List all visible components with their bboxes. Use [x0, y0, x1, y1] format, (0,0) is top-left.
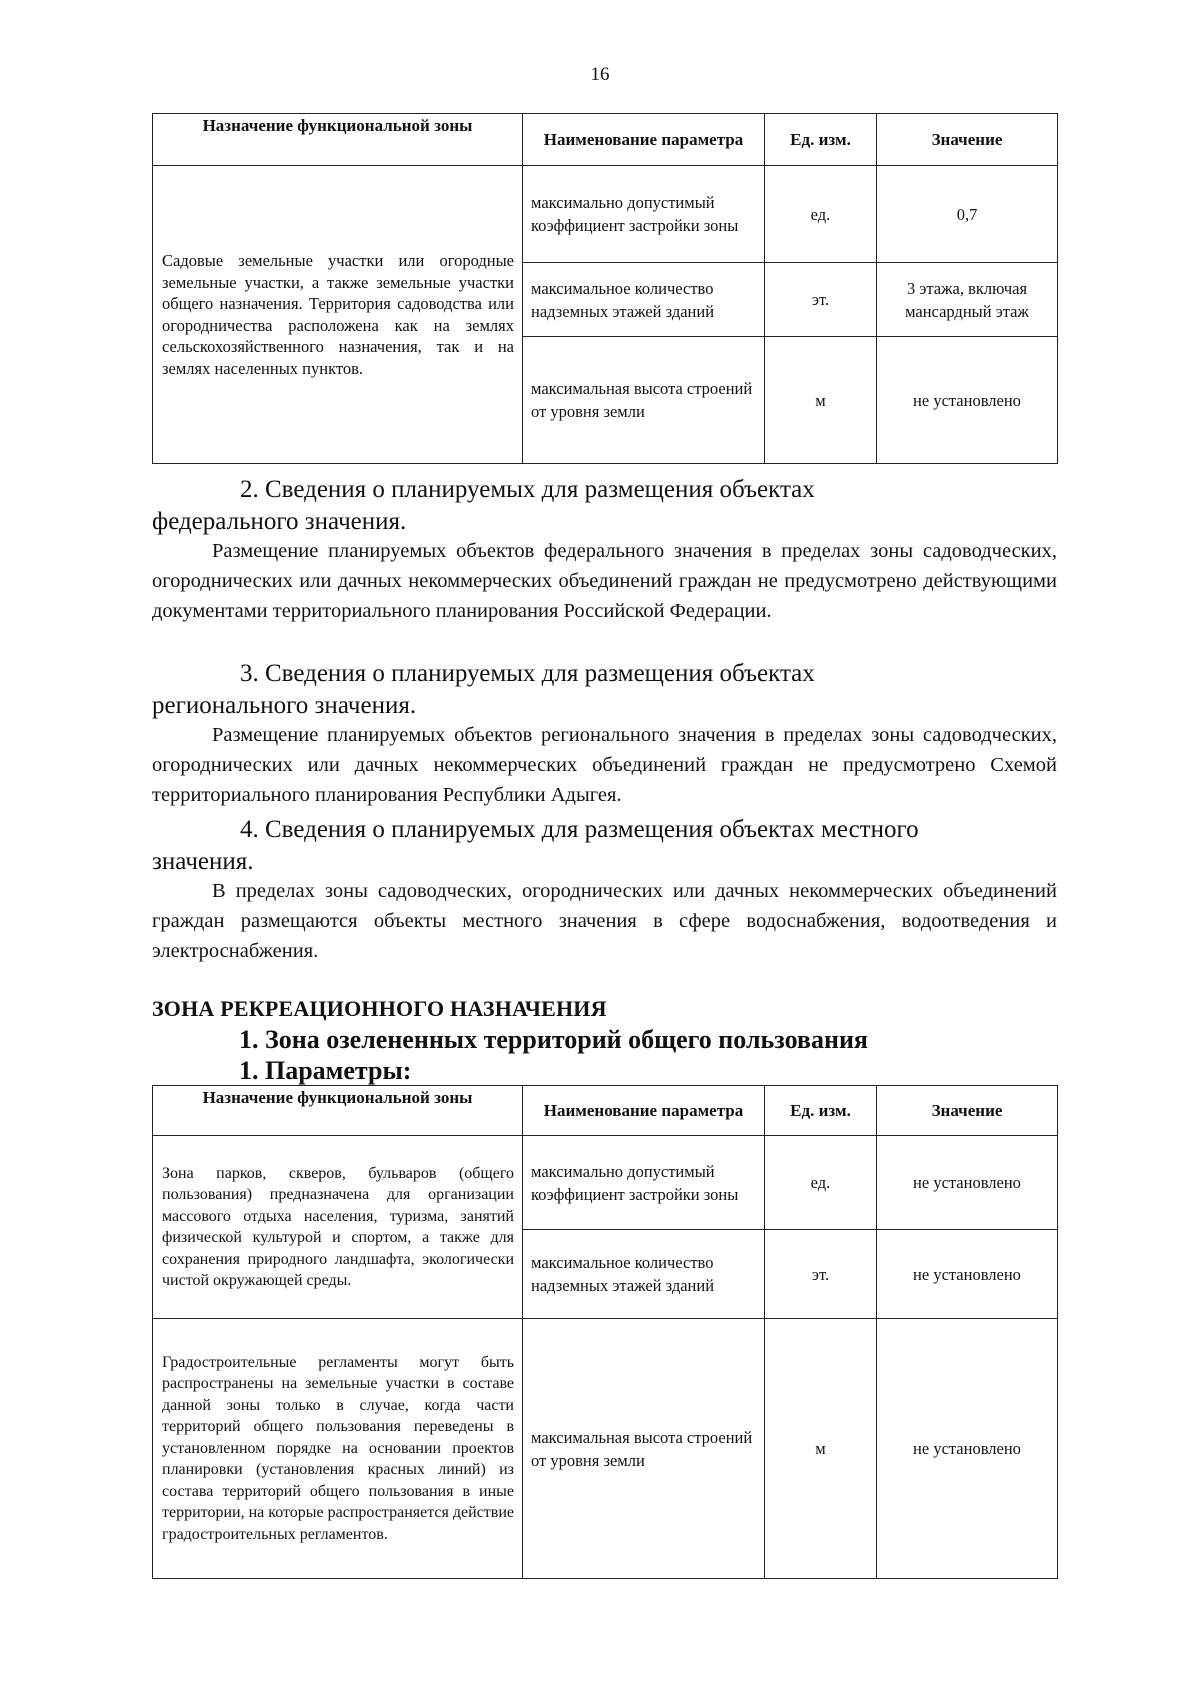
- recreation-zone-parameters-table: [152, 1085, 1058, 1579]
- param-name: максимально допустимый коэффициент застройки зоны: [523, 166, 765, 263]
- section-2-heading: [152, 474, 1057, 538]
- param-value: 3 этажа, включая мансардный этаж: [877, 263, 1058, 337]
- zone-description: Садовые земельные участки или огородные земельные участки, а также земельные участки общего назначения. Территория садоводства или огородничества расположена как на землях сельскохозяйственного назначения, так и на землях населенных пунктов.: [153, 166, 523, 464]
- section-2-heading-line2: федерального значения.: [152, 508, 407, 535]
- param-value: не установлено: [877, 1136, 1058, 1230]
- param-name: максимальная высота строений от уровня земли: [523, 337, 765, 464]
- param-unit: эт.: [765, 1230, 877, 1319]
- param-name: максимальное количество надземных этажей зданий: [523, 1230, 765, 1319]
- section-4-text: [152, 876, 1057, 966]
- recreation-zone-title: ЗОНА РЕКРЕАЦИОННОГО НАЗНАЧЕНИЯ: [152, 996, 607, 1021]
- param-value: не установлено: [877, 1319, 1058, 1579]
- header-param: Наименование параметра: [523, 114, 765, 166]
- section-3-paragraph: Размещение планируемых объектов регионального значения в пределах зоны садоводческих, огороднических или дачных некоммерческих объединений граждан не предусмотрено Схемой территориального планирования Республики Адыгея.: [152, 724, 1057, 806]
- recreation-subzone-title: 1. Зона озелененных территорий общего пользования: [239, 1025, 869, 1054]
- section-2-text: [152, 536, 1057, 626]
- section-3-heading-line2: регионального значения.: [152, 692, 417, 719]
- param-unit: ед.: [765, 1136, 877, 1230]
- param-unit: ед.: [765, 166, 877, 263]
- param-name: максимальная высота строений от уровня земли: [523, 1319, 765, 1579]
- param-value: 0,7: [877, 166, 1058, 263]
- header-unit: Ед. изм.: [765, 114, 877, 166]
- param-name: максимально допустимый коэффициент застройки зоны: [523, 1136, 765, 1230]
- header-value: Значение: [877, 114, 1058, 166]
- table-row: [153, 1319, 1058, 1579]
- zone-description: Зона парков, скверов, бульваров (общего пользования) предназначена для организации массового отдыха населения, туризма, занятий физической культурой и спортом, а также для сохранения природного ландшафта, экологически чистой окружающей среды.: [153, 1136, 523, 1319]
- section-3-text: [152, 720, 1057, 810]
- table-row: [153, 166, 1058, 263]
- param-unit: эт.: [765, 263, 877, 337]
- zone-note: Градостроительные регламенты могут быть распространены на земельные участки в составе данной зоны только в случае, когда части территорий общего пользования переведены в установленном порядке на основании проектов планировки (установления красных линий) из состава территорий общего пользования в иные территории, на которые распространяется действие градостроительных регламентов.: [153, 1319, 523, 1579]
- recreation-params-title: 1. Параметры:: [239, 1056, 412, 1085]
- section-4-heading-line2: значения.: [152, 848, 254, 875]
- section-2-paragraph: Размещение планируемых объектов федерального значения в пределах зоны садоводческих, огороднических или дачных некоммерческих объединений граждан не предусмотрено действующими документами территориального планирования Российской Федерации.: [152, 540, 1057, 622]
- table-header-row: [153, 1086, 1058, 1136]
- section-4-heading-line1: 4. Сведения о планируемых для размещения объектах местного: [240, 816, 919, 843]
- page-number: 16: [590, 64, 610, 85]
- param-unit: м: [765, 1319, 877, 1579]
- header-param: Наименование параметра: [523, 1086, 765, 1136]
- header-value: Значение: [877, 1086, 1058, 1136]
- garden-zone-parameters-table: [152, 113, 1058, 464]
- table-row: [153, 1136, 1058, 1230]
- section-2-heading-line1: 2. Сведения о планируемых для размещения объектах: [240, 476, 815, 503]
- header-zone: Назначение функциональной зоны: [153, 114, 523, 166]
- header-zone: Назначение функциональной зоны: [153, 1086, 523, 1136]
- table-header-row: [153, 114, 1058, 166]
- param-unit: м: [765, 337, 877, 464]
- section-3-heading: [152, 658, 1057, 722]
- param-value: не установлено: [877, 337, 1058, 464]
- section-3-heading-line1: 3. Сведения о планируемых для размещения объектах: [240, 660, 815, 687]
- section-4-heading: [152, 814, 1057, 878]
- param-value: не установлено: [877, 1230, 1058, 1319]
- param-name: максимальное количество надземных этажей зданий: [523, 263, 765, 337]
- header-unit: Ед. изм.: [765, 1086, 877, 1136]
- section-4-paragraph: В пределах зоны садоводческих, огороднических или дачных некоммерческих объединений граждан размещаются объекты местного значения в сфере водоснабжения, водоотведения и электроснабжения.: [152, 880, 1057, 962]
